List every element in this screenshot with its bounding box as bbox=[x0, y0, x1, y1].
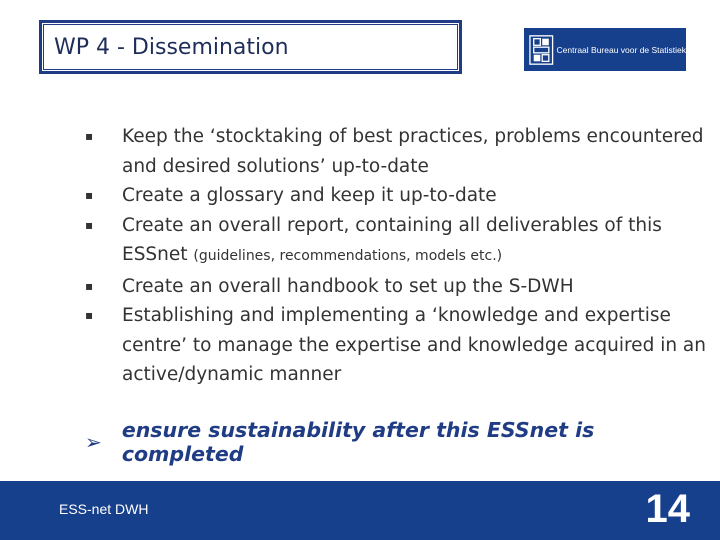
title-box bbox=[39, 20, 462, 74]
cbs-logo bbox=[524, 28, 686, 71]
list-item bbox=[85, 181, 710, 211]
footer-bar bbox=[0, 481, 720, 540]
callout-text: ensure sustainability after this ESSnet is completed bbox=[121, 418, 595, 466]
footer-label: ESS-net DWH bbox=[59, 501, 149, 517]
bullet-text: Create a glossary and keep it up-to-date bbox=[122, 185, 497, 206]
list-item bbox=[85, 122, 710, 181]
list-item bbox=[85, 272, 710, 302]
bullet-text: Keep the ‘stocktaking of best practices, problems encountered and desired solutions’ up-to-date bbox=[122, 126, 704, 177]
bullet-marker: ▪ bbox=[85, 217, 94, 232]
logo-text: Centraal Bureau voor de Statistiek bbox=[556, 44, 686, 55]
bullet-marker: ▪ bbox=[85, 308, 94, 322]
bullet-text: Establishing and implementing a ‘knowledge and expertise centre’ to manage the expertise and knowledge acquired in an active/dynamic manner bbox=[122, 305, 706, 385]
bullet-note: (guidelines, recommendations, models etc.) bbox=[193, 248, 503, 264]
bullet-text-wrapper bbox=[122, 211, 710, 272]
bullet-marker: ▪ bbox=[85, 188, 94, 202]
list-item bbox=[85, 301, 710, 390]
bullet-text: Create an overall handbook to set up the S-DWH bbox=[122, 275, 574, 297]
slide-title: WP 4 - Dissemination bbox=[54, 34, 289, 60]
bullet-marker: ▪ bbox=[85, 278, 94, 293]
arrow-icon: ➢ bbox=[85, 430, 102, 454]
bullet-list bbox=[85, 122, 710, 390]
list-item bbox=[85, 211, 710, 272]
bullet-marker: ▪ bbox=[85, 129, 94, 143]
bullet-text: Create an overall report, containing all deliverables of this ESSnet bbox=[122, 214, 662, 265]
callout bbox=[85, 418, 720, 466]
cbs-logo-icon bbox=[529, 34, 554, 66]
page-number: 14 bbox=[645, 487, 690, 531]
